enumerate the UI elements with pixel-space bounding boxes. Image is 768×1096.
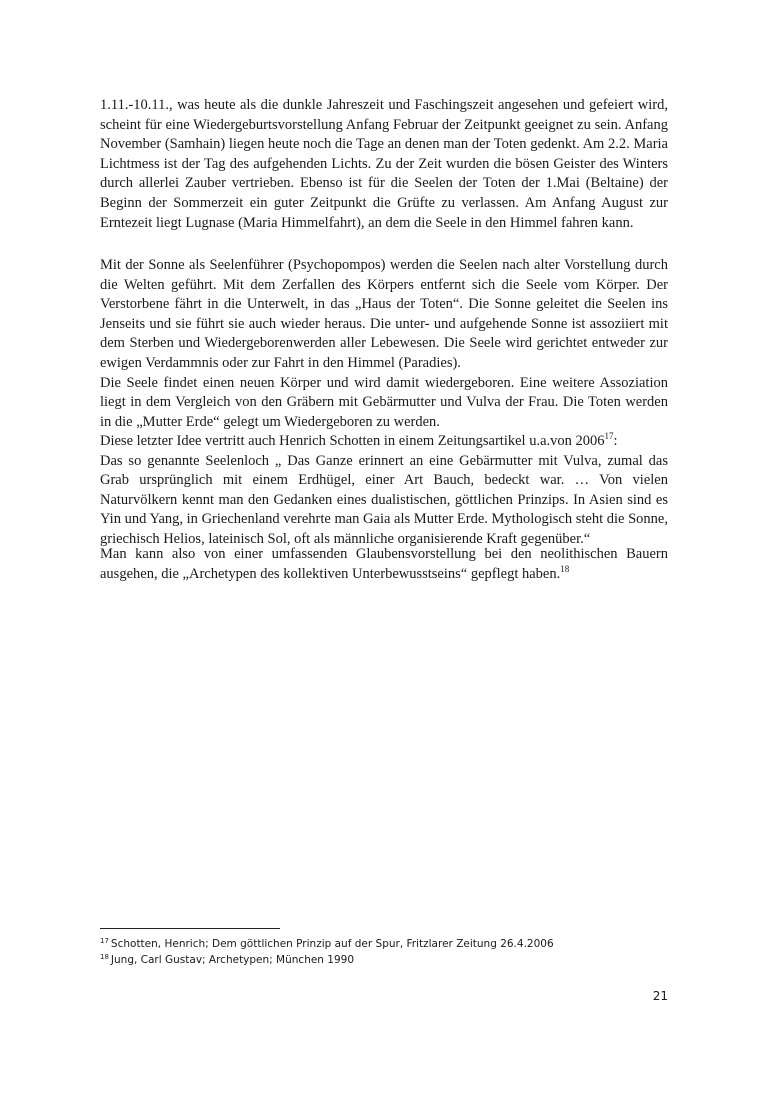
footnotes — [100, 936, 668, 968]
paragraph-1 — [100, 96, 668, 233]
paragraph-2-text: Mit der Sonne als Seelenführer (Psychopompos) werden die Seelen nach alter Vorstellung durch die Welten geführt. Mit dem Zerfallen des Körpers entfernt sich die Seele vom Körper. Der Verstorbene fährt in die Unterwelt, in das „Haus der Toten“. Die Sonne geleitet die Seelen ins Jenseits und sie führt sie auch wieder heraus. Die unter- und aufgehende Sonne ist assoziiert mit dem Sterben und Wiedergeborenwerden aller Lebewesen. Die Seele wird gerichtet entweder zur ewigen Verdammnis oder zur Fahrt in den Himmel (Paradies). — [100, 257, 668, 371]
footnote-ref-17[interactable]: 17 — [604, 431, 614, 442]
footnote-number: 17 — [100, 936, 109, 945]
footnote-17 — [100, 936, 668, 952]
paragraph-2-continuation: Die Seele findet einen neuen Körper und wird damit wiedergeboren. Eine weitere Assoziation liegt in dem Vergleich von den Gräbern mit Gebärmutter und Vulva der Frau. Die Toten werden in die „Mutter Erde“ gelegt um Wiedergeboren zu werden. — [100, 374, 668, 430]
paragraph-1-text: 1.11.-10.11., was heute als die dunkle Jahreszeit und Faschingszeit angesehen und gefeiert wird, scheint für eine Wiedergeburtsvorstellung Anfang Februar der Zeitpunkt geeignet zu sein. Anfang November (Samhain) liegen heute noch die Tage an denen man der Toten gedenkt. Am 2.2. Maria Lichtmess ist der Tag des aufgehenden Lichts. Zu der Zeit wurden die bösen Geister des Winters durch allerlei Zauber vertrieben. Ebenso ist für die Seelen der Toten der 1.Mai (Beltaine) der Beginn der Sommerzeit ein guter Zeitpunkt die Grüfte zu verlassen. Am Anfang August zur Erntezeit liegt Lugnase (Maria Himmelfahrt), an dem die Seele in den Himmel fahren kann. — [100, 97, 668, 231]
footnote-18 — [100, 952, 668, 968]
footnote-text: Jung, Carl Gustav; Archetypen; München 1990 — [110, 954, 355, 966]
paragraph-3 — [100, 432, 668, 550]
paragraph-4 — [100, 545, 668, 584]
paragraph-3-colon: : — [613, 433, 618, 449]
page-number: 21 — [652, 989, 668, 1003]
paragraph-2 — [100, 256, 668, 432]
footnote-ref-18[interactable]: 18 — [560, 563, 570, 574]
paragraph-4-text: Man kann also von einer umfassenden Glaubensvorstellung bei den neolithischen Bauern ausgehen, die „Archetypen des kollektiven Unterbewusstseins“ gepflegt haben. — [100, 546, 668, 582]
paragraph-3-intro: Diese letzter Idee vertritt auch Henrich Schotten in einem Zeitungsartikel u.a.von 2006 — [100, 433, 605, 449]
footnote-separator — [100, 928, 280, 929]
footnote-text: Schotten, Henrich; Dem göttlichen Prinzip auf der Spur, Fritzlarer Zeitung 26.4.2006 — [110, 938, 554, 950]
footnote-number: 18 — [100, 952, 109, 961]
paragraph-3-quote: Das so genannte Seelenloch „ Das Ganze erinnert an eine Gebärmutter mit Vulva, zumal das Grab ursprünglich mit einem Erdhügel, einer Art Bauch, bedeckt war. … Von vielen Naturvölkern kennt man den Gedanken eines dualistischen, göttlichen Prinzips. In Asien sind es Yin und Yang, in Griechenland verehrte man Gaia als Mutter Erde. Mythologisch steht die Sonne, griechisch Helios, lateinisch Sol, oft als männliche organisierende Kraft gegenüber.“ — [100, 452, 668, 547]
